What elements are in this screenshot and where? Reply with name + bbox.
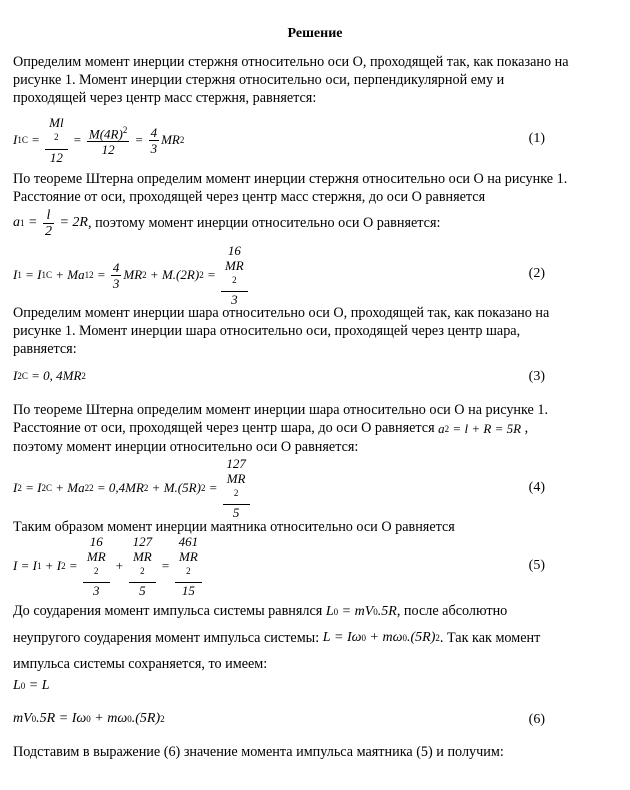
equation-5-number: (5) [528, 558, 545, 573]
equation-2: I 1 = I 1C + Ma 1 2 = $\frac{4}{3}$ MR 2 + M .(2 R ) 2 = 16 MR $^2$ 3 [13, 253, 250, 297]
equation-1: I 1C = Ml $^2$ 12 = $\frac{M(4R)^2}{12}$ = $\frac{4}{3}$ MR 2 [13, 115, 185, 165]
equation-4-number: (4) [528, 480, 545, 495]
paragraph-2: По теореме Штерна определим момент инерции стержня относительно оси О на рисунке 1. Расстояние от оси, проходящей через центр масс стержня, до оси О равняется [13, 171, 568, 205]
equation-4: I 2 = I 2C + Ma 2 2 = 0,4 MR 2 + M .(5 R ) 2 = 127 MR $^2$ 5 [13, 466, 252, 510]
distance-a1: a 1 = $\frac{l}{2}$ = 2 R , поэтому момент инерции относительно оси О равняется: [13, 207, 441, 239]
equation-1-number: (1) [528, 131, 545, 146]
paragraph-7: Подставим в выражение (6) значение момента импульса маятника (5) и получим: [13, 744, 504, 760]
conservation-equation: L 0 = L [13, 678, 50, 693]
paragraph-4: По теореме Штерна определим момент инерции шара относительно оси О на рисунке 1. Расстояние от оси, проходящей через центр шара, до оси О равняется a 2 = l + R = 5 R , поэтому момент инерции относительно оси О равняется: [13, 402, 549, 455]
paragraph-5: Таким образом момент инерции маятника относительно оси О равняется [13, 519, 455, 535]
page-title: Решение [287, 26, 343, 41]
equation-3: I 2C = 0, 4 MR 2 [13, 368, 86, 383]
paragraph-3: Определим момент инерции шара относительно оси О, проходящей так, как показано на рисунке 1. Момент инерции шара относительно оси, проходящей через центр шара, равняется: [13, 305, 550, 357]
equation-3-number: (3) [528, 369, 545, 384]
equation-5: I = I 1 + I 2 = 16 MR $^2$ 3 + 127 MR $^2$ 5 = 461 MR $^2$ 15 [13, 544, 204, 588]
paragraph-1: Определим момент инерции стержня относительно оси О, проходящей так, как показано на рисунке 1. Момент инерции стержня относительно оси, перпендикулярной ему и проходящей через центр масс стержня, равняется: [13, 54, 569, 106]
equation-2-number: (2) [528, 266, 545, 281]
paragraph-6: До соударения момент импульса системы равнялся L 0 = mV 0 .5 R , после абсолютно неупругого соударения момент импульса системы: L = I ω 0 + m ω 0 .(5 R ) 2 . Так как момент импульса системы сохраняется, то имеем: [13, 603, 541, 673]
equation-6: mV 0 .5 R = I ω 0 + m ω 0 .(5 R ) 2 [13, 711, 165, 726]
equation-6-number: (6) [528, 712, 545, 727]
